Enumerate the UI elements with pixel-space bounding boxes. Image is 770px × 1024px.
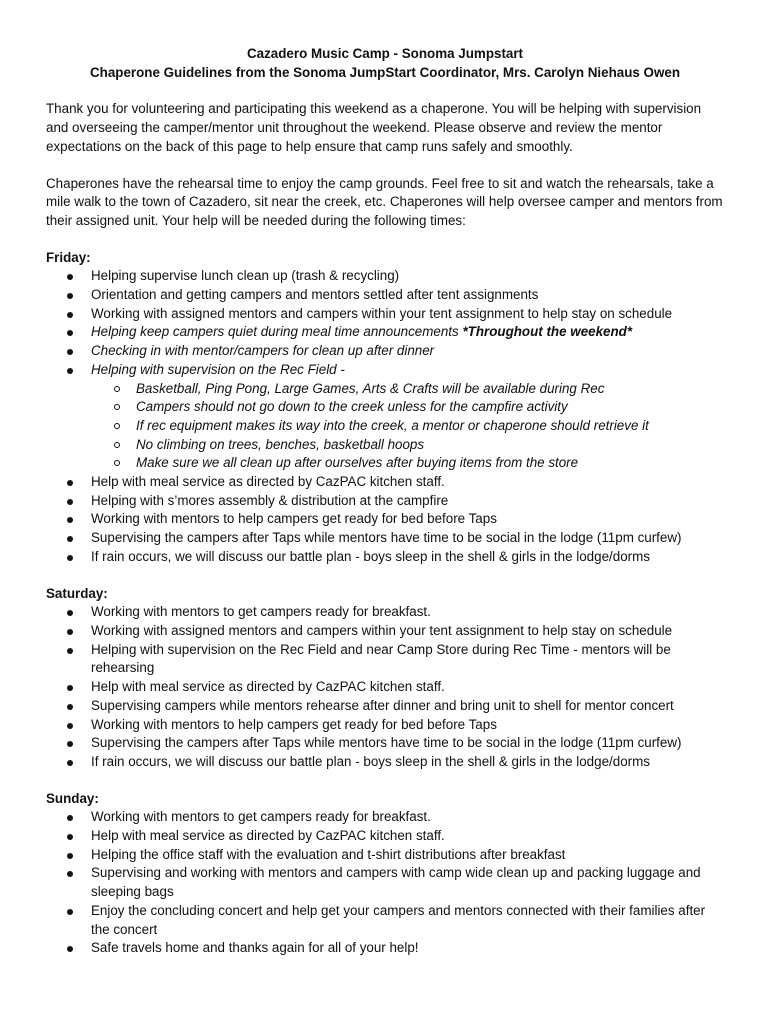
list-item: Supervising campers while mentors rehearse after dinner and bring unit to shell for mentor concert (91, 697, 724, 716)
sublist-item: No climbing on trees, benches, basketball hoops (136, 436, 724, 455)
bullet-icon (67, 815, 73, 821)
bullet-icon (67, 517, 73, 523)
list-item: Working with mentors to get campers ready for breakfast. (91, 603, 724, 622)
document-title: Cazadero Music Camp - Sonoma Jumpstart (246, 46, 524, 61)
bullet-icon (67, 853, 73, 859)
rec-field-sublist (91, 380, 724, 474)
sunday-heading: Sunday: (46, 790, 99, 806)
list-item: Helping the office staff with the evaluation and t-shirt distributions after breakfast (91, 846, 724, 865)
bullet-icon (67, 760, 73, 766)
bullet-icon (67, 685, 73, 691)
list-item: Working with assigned mentors and campers within your tent assignment to help stay on schedule (91, 305, 724, 324)
sublist-item: Campers should not go down to the creek unless for the campfire activity (136, 398, 724, 417)
list-item: Helping with s’mores assembly & distribution at the campfire (91, 492, 724, 511)
list-item: Supervising the campers after Taps while mentors have time to be social in the lodge (11pm curfew) (91, 529, 724, 548)
list-item: Working with assigned mentors and campers within your tent assignment to help stay on schedule (91, 622, 724, 641)
list-item: Working with mentors to get campers ready for breakfast. (91, 808, 724, 827)
list-item: Checking in with mentor/campers for clean up after dinner (91, 342, 724, 361)
bullet-icon (67, 834, 73, 840)
saturday-heading: Saturday: (46, 585, 108, 601)
bullet-icon (67, 536, 73, 542)
bullet-icon (67, 330, 73, 336)
list-item: Help with meal service as directed by CazPAC kitchen staff. (91, 473, 724, 492)
friday-list (46, 267, 724, 566)
list-item: Helping with supervision on the Rec Field and near Camp Store during Rec Time - mentors will be rehearsing (91, 641, 724, 678)
sublist-item: Basketball, Ping Pong, Large Games, Arts & Crafts will be available during Rec (136, 380, 724, 399)
list-item: Working with mentors to help campers get ready for bed before Taps (91, 716, 724, 735)
circle-bullet-icon (114, 460, 120, 466)
list-item: Help with meal service as directed by CazPAC kitchen staff. (91, 678, 724, 697)
bullet-icon (67, 704, 73, 710)
bullet-icon (67, 555, 73, 561)
bullet-icon (67, 610, 73, 616)
bullet-icon (67, 293, 73, 299)
circle-bullet-icon (114, 423, 120, 429)
circle-bullet-icon (114, 442, 120, 448)
intro-paragraph-1: Thank you for volunteering and participating this weekend as a chaperone. You will be helping with supervision and overseeing the camper/mentor unit throughout the weekend. Please observe and review the mentor expectations on the back of this page to help ensure that camp runs safely and smoothly. (46, 101, 702, 154)
bullet-icon (67, 368, 73, 374)
bullet-icon (67, 871, 73, 877)
circle-bullet-icon (114, 386, 120, 392)
list-item: Help with meal service as directed by CazPAC kitchen staff. (91, 827, 724, 846)
document-subtitle: Chaperone Guidelines from the Sonoma JumpStart Coordinator, Mrs. Carolyn Niehaus Owen (89, 64, 681, 80)
bullet-icon (67, 648, 73, 654)
list-item: Enjoy the concluding concert and help get your campers and mentors connected with their families after the concert (91, 902, 724, 939)
bullet-icon (67, 723, 73, 729)
sunday-list (46, 808, 724, 958)
bullet-icon (67, 741, 73, 747)
throughout-weekend-note: *Throughout the weekend* (462, 324, 633, 340)
sublist-item: Make sure we all clean up after ourselves after buying items from the store (136, 454, 724, 473)
bullet-icon (67, 629, 73, 635)
intro-paragraph-2: Chaperones have the rehearsal time to enjoy the camp grounds. Feel free to sit and watch the rehearsals, take a mile walk to the town of Cazadero, sit near the creek, etc. Chaperones will help oversee camper and mentors from their assigned unit. Your help will be needed during the following times: (46, 175, 723, 228)
list-item: Helping with supervision on the Rec Field - Basketball, Ping Pong, Large Games, Arts & Crafts will be available during Rec Campers should not go down to the creek unless for the campfire activity If rec equipment makes its way into the creek, a mentor or chaperone should retrieve it No climbing on trees, benches, basketball hoops Make sure we all clean up after ourselves after buying items from the store (91, 361, 724, 473)
bullet-icon (67, 499, 73, 505)
list-item: Working with mentors to help campers get ready for bed before Taps (91, 510, 724, 529)
bullet-icon (67, 274, 73, 280)
list-item: Helping supervise lunch clean up (trash & recycling) (91, 267, 724, 286)
list-item: Supervising the campers after Taps while mentors have time to be social in the lodge (11pm curfew) (91, 734, 724, 753)
bullet-icon (67, 946, 73, 952)
bullet-icon (67, 480, 73, 486)
list-item: Safe travels home and thanks again for all of your help! (91, 939, 724, 958)
list-item: If rain occurs, we will discuss our battle plan - boys sleep in the shell & girls in the lodge/dorms (91, 753, 724, 772)
sublist-item: If rec equipment makes its way into the creek, a mentor or chaperone should retrieve it (136, 417, 724, 436)
list-item: If rain occurs, we will discuss our battle plan - boys sleep in the shell & girls in the lodge/dorms (91, 548, 724, 567)
bullet-icon (67, 349, 73, 355)
circle-bullet-icon (114, 404, 120, 410)
list-item: Orientation and getting campers and mentors settled after tent assignments (91, 286, 724, 305)
bullet-icon (67, 312, 73, 318)
bullet-icon (67, 909, 73, 915)
saturday-list (46, 603, 724, 771)
list-item: Supervising and working with mentors and campers with camp wide clean up and packing luggage and sleeping bags (91, 864, 724, 901)
list-item: Helping keep campers quiet during meal time announcements *Throughout the weekend* (91, 323, 724, 342)
friday-heading: Friday: (46, 249, 91, 265)
